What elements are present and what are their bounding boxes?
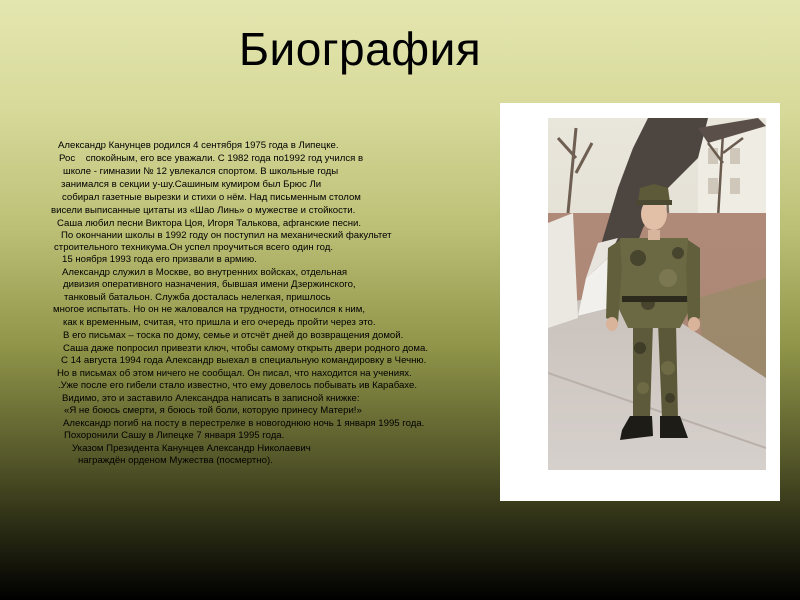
bio-line: занимался в секции у-шу.Сашиным кумиром был Брюс Ли bbox=[61, 179, 322, 190]
bio-line: Саша даже попросил привезти ключ, чтобы самому открыть двери родного дома. bbox=[63, 343, 428, 354]
bio-line: строительного техникума.Он успел проучиться всего один год. bbox=[54, 242, 333, 253]
bio-line: 15 ноября 1993 года его призвали в армию. bbox=[62, 254, 257, 265]
soldier-photo bbox=[548, 118, 766, 470]
bio-line: многое испытать. Но он не жаловался на трудности, относился к ним, bbox=[53, 304, 365, 315]
bio-line: танковый батальон. Служба досталась нелегкая, пришлось bbox=[64, 292, 331, 303]
bio-line: Александр служил в Москве, во внутренних войсках, отдельная bbox=[62, 267, 348, 278]
bio-line: По окончании школы в 1992 году он поступил на механический факультет bbox=[61, 230, 392, 241]
bio-line: школе - гимназии № 12 увлекался спортом. В школьные годы bbox=[63, 166, 339, 177]
photo-frame bbox=[500, 103, 780, 501]
soldier-photo-image bbox=[548, 118, 766, 470]
bio-line: В его письмах – тоска по дому, семье и отсчёт дней до возвращения домой. bbox=[63, 330, 404, 341]
bio-line: дивизия оперативного назначения, бывшая имени Дзержинского, bbox=[63, 279, 356, 290]
bio-line: Похоронили Сашу в Липецке 7 января 1995 года. bbox=[64, 430, 285, 441]
bio-line: С 14 августа 1994 года Александр выехал в специальную командировку в Чечню. bbox=[61, 355, 427, 366]
bio-line: награждён орденом Мужества (посмертно). bbox=[78, 455, 273, 466]
bio-line: висели выписанные цитаты из «Шао Линь» о мужестве и стойкости. bbox=[51, 205, 356, 216]
bio-line: .Уже после его гибели стало известно, что ему довелось побывать ив Карабахе. bbox=[58, 380, 417, 391]
bio-line: Указом Президента Канунцев Александр Николаевич bbox=[72, 443, 311, 454]
bio-line: Но в письмах об этом ничего не сообщал. Он писал, что находится на учениях. bbox=[57, 368, 412, 379]
bio-line: «Я не боюсь смерти, я боюсь той боли, которую принесу Матери!» bbox=[64, 405, 362, 416]
slide-title: Биография bbox=[238, 23, 482, 75]
bio-line: как к временным, считая, что пришла и его очередь пройти через это. bbox=[63, 317, 376, 328]
bio-line: Рос спокойным, его все уважали. С 1982 года по1992 год учился в bbox=[59, 153, 364, 164]
bio-line: Александр Канунцев родился 4 сентября 1975 года в Липецке. bbox=[58, 140, 339, 151]
bio-line: Александр погиб на посту в перестрелке в новогоднюю ночь 1 января 1995 года. bbox=[63, 418, 425, 429]
bio-line: собирал газетные вырезки и стихи о нём. Над письменным столом bbox=[62, 192, 361, 203]
bio-line: Саша любил песни Виктора Цоя, Игоря Талькова, афганские песни. bbox=[57, 218, 362, 229]
bio-line: Видимо, это и заставило Александра написать в записной книжке: bbox=[62, 393, 360, 404]
